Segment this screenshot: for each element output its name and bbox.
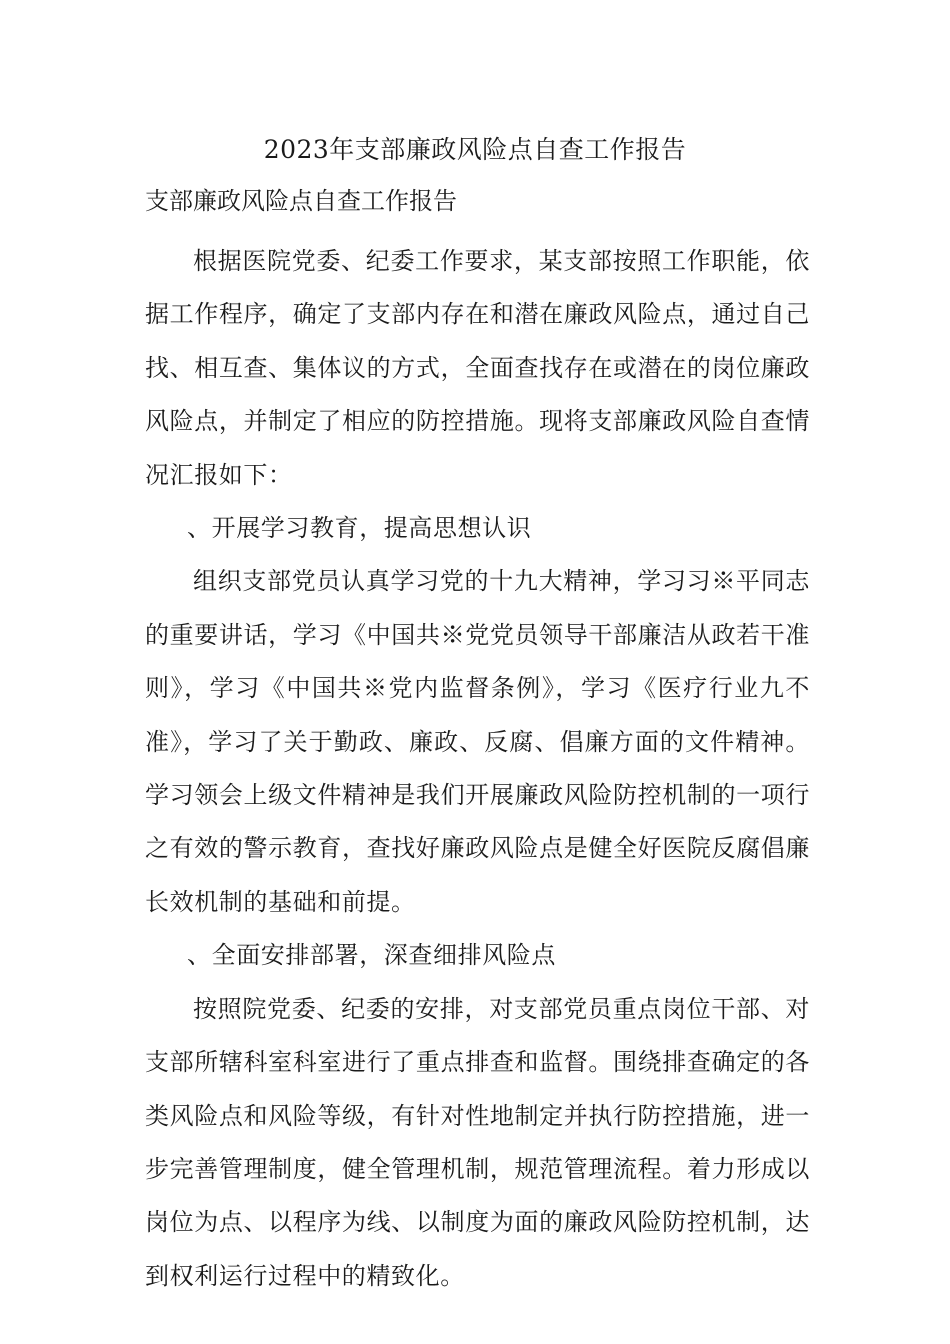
section-heading-deploy: 、全面安排部署，深查细排风险点	[187, 941, 556, 970]
paragraph-deploy: 按照院党委、纪委的安排，对支部党员重点岗位干部、对支部所辖科室科室进行了重点排查和监督。围绕排查确定的各类风险点和风险等级，有针对性地制定并执行防控措施，进一步完善管理制度，健全管理机制，规范管理流程。着力形成以岗位为点、以程序为线、以制度为面的廉政风险防控机制，达到权利运行过程中的精致化。	[145, 994, 810, 1290]
document-subtitle: 支部廉政风险点自查工作报告	[145, 187, 457, 215]
document-body	[145, 235, 810, 1303]
section-heading-study: 、开展学习教育，提高思想认识	[187, 514, 532, 543]
paragraph-intro: 根据医院党委、纪委工作要求，某支部按照工作职能，依据工作程序，确定了支部内存在和潜在廉政风险点，通过自己找、相互查、集体议的方式，全面查找存在或潜在的岗位廉政风险点，并制定了相应的防控措施。现将支部廉政风险自查情况汇报如下：	[145, 247, 810, 489]
paragraph-study: 组织支部党员认真学习党的十九大精神，学习习※平同志的重要讲话，学习《中国共※党党员领导干部廉洁从政若干准则》，学习《中国共※党内监督条例》，学习《医疗行业九不准》，学习了关于勤政、廉政、反腐、倡廉方面的文件精神。学习领会上级文件精神是我们开展廉政风险防控机制的一项行之有效的警示教育，查找好廉政风险点是健全好医院反腐倡廉长效机制的基础和前提。	[145, 567, 810, 916]
document-title: 2023年支部廉政风险点自查工作报告	[263, 135, 687, 164]
